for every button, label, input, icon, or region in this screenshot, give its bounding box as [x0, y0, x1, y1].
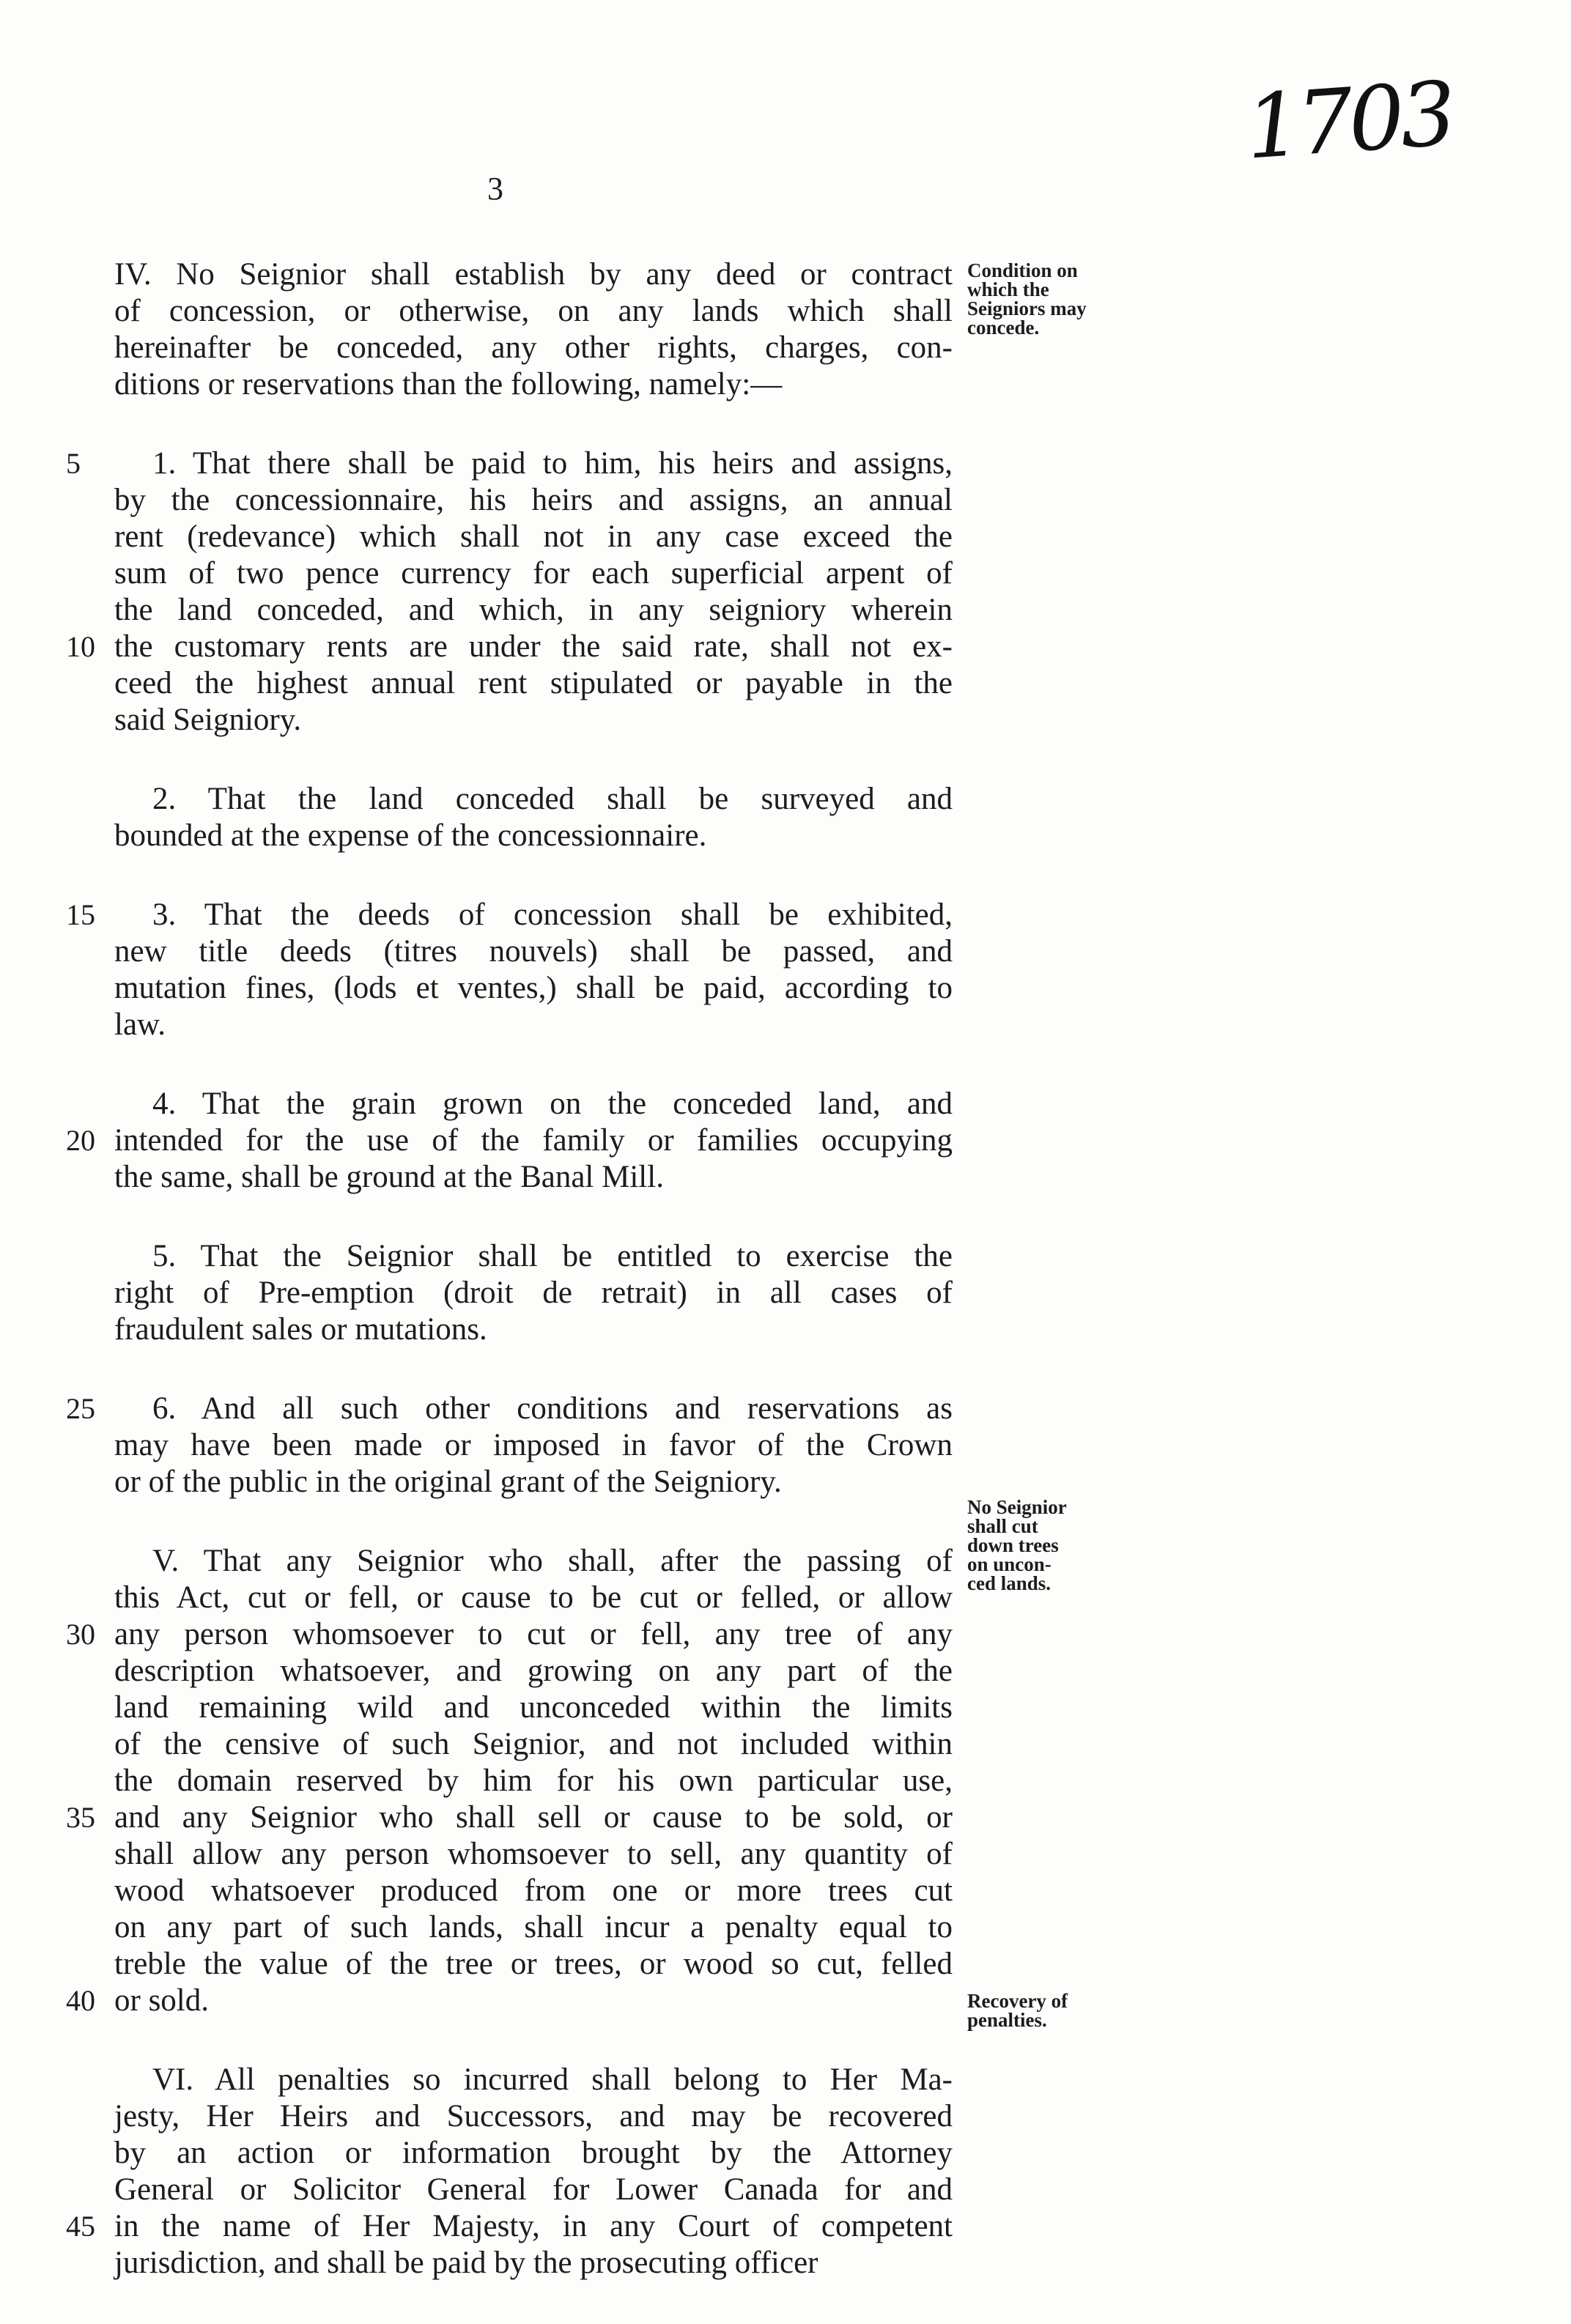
margin-note-line: penalties. [967, 2009, 1047, 2031]
line-text: intended for the use of the family or families occupying [114, 1123, 953, 1158]
text-line [110, 1763, 953, 1799]
text-line [110, 1836, 953, 1873]
text-line [110, 1543, 953, 1580]
line-number: 15 [66, 898, 95, 931]
text-line [110, 256, 953, 293]
line-number: 35 [66, 1801, 95, 1834]
line-text: hereinafter be conceded, any other rights, charges, con- [114, 330, 953, 365]
line-number: 45 [66, 2210, 95, 2243]
text-line [110, 2135, 953, 2172]
line-text: 5. That the Seignior shall be entitled to exercise the [152, 1239, 953, 1273]
line-number: 10 [66, 630, 95, 663]
line-text: land remaining wild and unconceded within the limits [114, 1690, 953, 1725]
text-line [110, 702, 953, 739]
text-line [110, 1946, 953, 1983]
line-text: or of the public in the original grant of the Seigniory. [114, 1465, 782, 1499]
text-line [110, 519, 953, 555]
text-line [66, 1391, 953, 1427]
margin-note-line: No Seignior [967, 1496, 1067, 1518]
line-text: bounded at the expense of the concessionnaire. [114, 818, 707, 853]
line-text: by the concessionnaire, his heirs and assigns, an annual [114, 483, 953, 517]
paragraph [66, 1543, 953, 2019]
line-text: 4. That the grain grown on the conceded land, and [152, 1087, 953, 1121]
text-line [110, 592, 953, 629]
line-text: the customary rents are under the said rate, shall not ex- [114, 629, 953, 664]
text-line [110, 555, 953, 592]
text-line [110, 1159, 953, 1196]
line-text: in the name of Her Majesty, in any Court of competent [114, 2209, 953, 2243]
text-line [110, 970, 953, 1007]
text-line [110, 1427, 953, 1464]
line-text: VI. All penalties so incurred shall belong to Her Ma- [152, 2062, 953, 2097]
text-line [66, 1983, 953, 2019]
text-line [110, 665, 953, 702]
text-line [110, 1726, 953, 1763]
line-text: said Seigniory. [114, 703, 302, 737]
paragraph [110, 256, 953, 403]
margin-note-line: Seigniors may [967, 297, 1087, 319]
text-line [110, 2245, 953, 2282]
text-line [110, 330, 953, 366]
text-line [110, 1464, 953, 1500]
line-text: the domain reserved by him for his own particular use, [114, 1764, 953, 1798]
text-line [66, 1799, 953, 1836]
line-text: law. [114, 1007, 166, 1042]
text-line [110, 1580, 953, 1616]
line-text: by an action or information brought by the Attorney [114, 2136, 953, 2170]
text-line [110, 818, 953, 854]
text-line [110, 2098, 953, 2135]
text-line [110, 1653, 953, 1690]
text-line [110, 1275, 953, 1311]
line-text: description whatsoever, and growing on any part of the [114, 1654, 953, 1688]
text-line [66, 2208, 953, 2245]
line-text: 3. That the deeds of concession shall be exhibited, [152, 898, 953, 932]
line-text: of the censive of such Seignior, and not included within [114, 1727, 953, 1761]
paragraph [66, 1086, 953, 1196]
line-text: rent (redevance) which shall not in any case exceed the [114, 519, 953, 554]
line-text: V. That any Seignior who shall, after the passing of [152, 1544, 953, 1578]
text-line [110, 1690, 953, 1726]
paragraph [110, 1238, 953, 1348]
text-line [110, 2172, 953, 2208]
text-line [110, 482, 953, 519]
text-line [110, 1238, 953, 1275]
statute-text [66, 256, 953, 2324]
text-line [110, 293, 953, 330]
line-text: wood whatsoever produced from one or more trees cut [114, 1873, 953, 1908]
margin-note-line: Recovery of [967, 1990, 1068, 2012]
text-line [110, 2062, 953, 2098]
margin-note [967, 1498, 1099, 1593]
line-text: may have been made or imposed in favor of the Crown [114, 1428, 953, 1462]
text-line [110, 933, 953, 970]
line-text: this Act, cut or fell, or cause to be cut or felled, or allow [114, 1580, 953, 1615]
line-text: jesty, Her Heirs and Successors, and may be recovered [114, 2099, 953, 2134]
text-line [110, 1007, 953, 1043]
margin-note-line: shall cut [967, 1515, 1038, 1537]
line-text: jurisdiction, and shall be paid by the prosecuting officer [114, 2246, 818, 2280]
line-text: ceed the highest annual rent stipulated or payable in the [114, 666, 953, 700]
margin-note-line: which the [967, 278, 1049, 300]
text-line [66, 1616, 953, 1653]
line-text: the same, shall be ground at the Banal Mill. [114, 1160, 664, 1194]
text-line [110, 1873, 953, 1909]
line-text: 1. That there shall be paid to him, his heirs and assigns, [152, 446, 953, 481]
line-text: right of Pre-emption (droit de retrait) in all cases of [114, 1276, 953, 1310]
line-text: 2. That the land conceded shall be surveyed and [152, 782, 953, 816]
text-line [110, 1909, 953, 1946]
line-text: the land conceded, and which, in any seigniory wherein [114, 593, 953, 627]
margin-note [967, 1991, 1099, 2029]
paragraph [66, 445, 953, 739]
line-text: sum of two pence currency for each superficial arpent of [114, 556, 953, 591]
margin-note-line: ced lands. [967, 1572, 1051, 1594]
line-number: 25 [66, 1392, 95, 1425]
text-line [110, 1311, 953, 1348]
line-text: new title deeds (titres nouvels) shall be passed, and [114, 934, 953, 969]
line-text: on any part of such lands, shall incur a penalty equal to [114, 1910, 953, 1944]
margin-note-line: down trees [967, 1534, 1059, 1556]
line-text: ditions or reservations than the following, namely:— [114, 367, 783, 401]
line-text: mutation fines, (lods et ventes,) shall be paid, according to [114, 971, 953, 1005]
margin-note-line: Condition on [967, 259, 1078, 281]
line-text: shall allow any person whomsoever to sell, any quantity of [114, 1837, 953, 1871]
paragraph [66, 1391, 953, 1500]
paragraph [110, 781, 953, 854]
margin-note-line: on uncon- [967, 1553, 1051, 1575]
text-line [110, 1086, 953, 1122]
line-text: of concession, or otherwise, on any lands which shall [114, 294, 953, 328]
paragraph [66, 897, 953, 1043]
paragraph [66, 2062, 953, 2282]
text-line [66, 897, 953, 933]
text-line [66, 1122, 953, 1159]
page-number: 3 [487, 171, 503, 207]
text-line [110, 366, 953, 403]
line-text: any person whomsoever to cut or fell, any tree of any [114, 1617, 953, 1651]
text-line [66, 629, 953, 665]
margin-note [967, 261, 1099, 337]
line-number: 40 [66, 1984, 95, 2017]
line-text: treble the value of the tree or trees, or wood so cut, felled [114, 1947, 953, 1981]
line-number: 20 [66, 1124, 95, 1157]
line-number: 5 [66, 447, 81, 480]
line-text: General or Solicitor General for Lower Canada for and [114, 2172, 953, 2207]
margin-note-line: concede. [967, 317, 1040, 338]
line-text: fraudulent sales or mutations. [114, 1312, 487, 1347]
text-line [110, 781, 953, 818]
text-line [66, 445, 953, 482]
line-text: 6. And all such other conditions and reservations as [152, 1391, 953, 1426]
line-text: or sold. [114, 1983, 209, 2018]
line-number: 30 [66, 1618, 95, 1651]
line-text: IV. No Seignior shall establish by any deed or contract [114, 257, 953, 292]
handwritten-page-number: 1703 [1242, 63, 1455, 180]
line-text: and any Seignior who shall sell or cause to be sold, or [114, 1800, 953, 1835]
